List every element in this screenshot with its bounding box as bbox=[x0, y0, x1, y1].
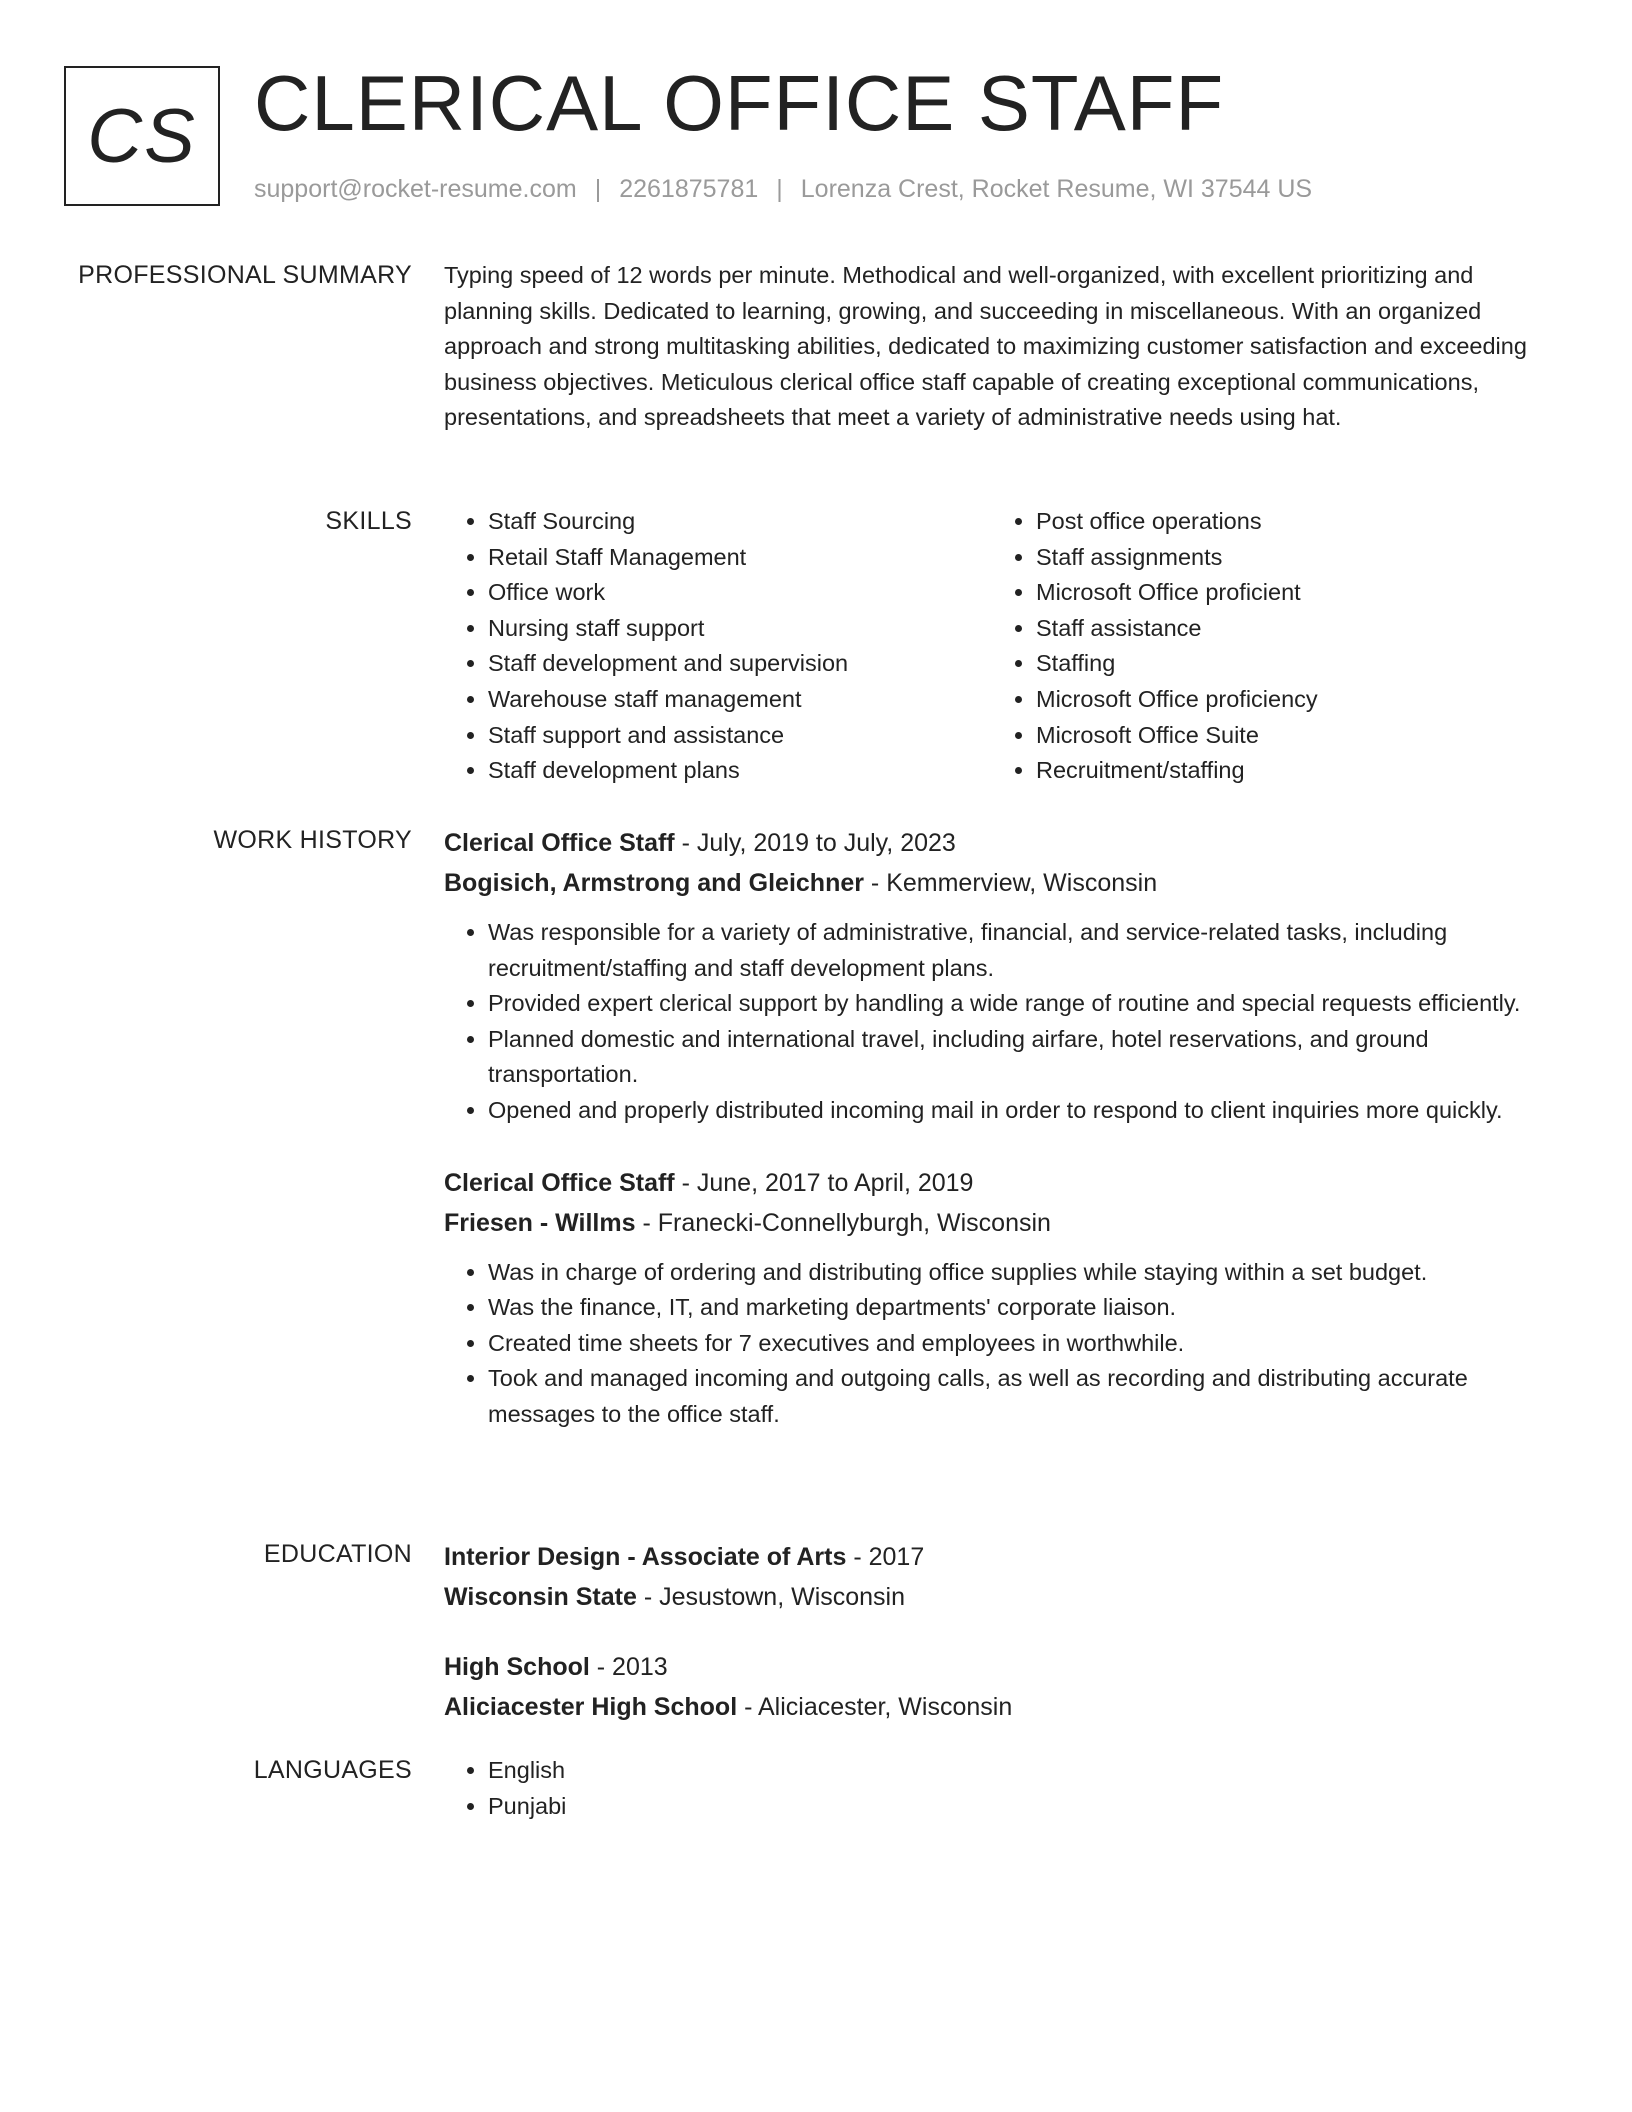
job-company: Bogisich, Armstrong and Gleichner bbox=[444, 869, 864, 897]
job-bullet: • Opened and properly distributed incoming mail in order to respond to client inquiries more quickly. bbox=[488, 1093, 1540, 1129]
skill-item: • Microsoft Office Suite bbox=[1036, 718, 1540, 754]
section-label-languages: LANGUAGES bbox=[253, 1756, 412, 1784]
job-bullets bbox=[444, 915, 1540, 1129]
education-school: Aliciacester High School bbox=[444, 1693, 738, 1721]
section-label-education: EDUCATION bbox=[263, 1540, 412, 1568]
language-item: • English bbox=[488, 1753, 1540, 1789]
skill-item: • Nursing staff support bbox=[488, 611, 992, 647]
job-location: - Franecki-Connellyburgh, Wisconsin bbox=[635, 1208, 1051, 1237]
skill-item: • Microsoft Office proficiency bbox=[1036, 682, 1540, 718]
phone-number: 2261875781 bbox=[619, 175, 759, 203]
education-year: - 2017 bbox=[846, 1543, 925, 1571]
page-title: CLERICAL OFFICE STAFF bbox=[254, 59, 1225, 147]
section-label-work: WORK HISTORY bbox=[213, 826, 412, 854]
separator: | bbox=[594, 175, 602, 203]
education-location: - Aliciacester, Wisconsin bbox=[737, 1693, 1013, 1721]
job-entry bbox=[444, 1163, 1540, 1433]
contact-line bbox=[254, 172, 1312, 206]
education-degree: High School bbox=[444, 1653, 590, 1681]
job-title: Clerical Office Staff bbox=[444, 829, 675, 857]
languages-list bbox=[444, 1753, 1540, 1824]
summary-text: Typing speed of 12 words per minute. Methodical and well-organized, with excellent prioritizing and planning skills. Dedicated to learning, growing, and succeeding in miscellaneous. With an organized approach and strong multitasking abilities, dedicated to maximizing customer satisfaction and exceeding business objectives. Meticulous clerical office staff capable of creating exceptional communications, presentations, and spreadsheets that meet a variety of administrative needs using hat. bbox=[444, 262, 1527, 431]
job-bullet: • Was the finance, IT, and marketing departments' corporate liaison. bbox=[488, 1290, 1540, 1326]
skill-item: • Retail Staff Management bbox=[488, 540, 992, 576]
job-entry bbox=[444, 823, 1540, 1129]
section-label-skills: SKILLS bbox=[325, 507, 412, 535]
education-entry bbox=[444, 1537, 1540, 1617]
job-location: - Kemmerview, Wisconsin bbox=[863, 869, 1158, 897]
monogram-logo: CS bbox=[64, 66, 220, 206]
education-location: - Jesustown, Wisconsin bbox=[636, 1583, 906, 1611]
skill-item: • Staff development and supervision bbox=[488, 646, 992, 682]
skill-item: • Staff support and assistance bbox=[488, 718, 992, 754]
education-entry bbox=[444, 1647, 1540, 1727]
skill-item: • Staff assistance bbox=[1036, 611, 1540, 647]
job-bullet: • Was in charge of ordering and distributing office supplies while staying within a set budget. bbox=[488, 1255, 1540, 1291]
job-dates: - July, 2019 to July, 2023 bbox=[674, 829, 956, 857]
skill-item: • Microsoft Office proficient bbox=[1036, 575, 1540, 611]
job-title: Clerical Office Staff bbox=[444, 1168, 675, 1197]
job-bullet: • Provided expert clerical support by handling a wide range of routine and special requests efficiently. bbox=[488, 986, 1540, 1022]
job-dates: - June, 2017 to April, 2019 bbox=[674, 1168, 974, 1197]
skill-item: • Staffing bbox=[1036, 646, 1540, 682]
job-bullet: • Created time sheets for 7 executives and employees in worthwhile. bbox=[488, 1326, 1540, 1362]
education-year: - 2013 bbox=[589, 1653, 668, 1681]
job-bullet: • Was responsible for a variety of administrative, financial, and service-related tasks, including recruitment/staffing and staff development plans. bbox=[488, 915, 1540, 986]
skill-item: • Staff Sourcing bbox=[488, 504, 992, 540]
skill-item: • Post office operations bbox=[1036, 504, 1540, 540]
job-bullets bbox=[444, 1255, 1540, 1433]
education-degree: Interior Design - Associate of Arts bbox=[444, 1543, 847, 1571]
skill-item: • Office work bbox=[488, 575, 992, 611]
section-label-summary: PROFESSIONAL SUMMARY bbox=[78, 261, 412, 289]
job-company: Friesen - Willms bbox=[444, 1208, 636, 1237]
education-school: Wisconsin State bbox=[444, 1583, 637, 1611]
skill-item: • Staff development plans bbox=[488, 753, 992, 789]
job-bullet: • Planned domestic and international travel, including airfare, hotel reservations, and ground transportation. bbox=[488, 1022, 1540, 1093]
address: Lorenza Crest, Rocket Resume, WI 37544 US bbox=[800, 175, 1313, 203]
language-item: • Punjabi bbox=[488, 1789, 1540, 1825]
skill-item: • Warehouse staff management bbox=[488, 682, 992, 718]
skill-item: • Recruitment/staffing bbox=[1036, 753, 1540, 789]
separator: | bbox=[776, 175, 783, 203]
skills-list-left bbox=[444, 504, 992, 789]
job-bullet: • Took and managed incoming and outgoing calls, as well as recording and distributing accurate messages to the office staff. bbox=[488, 1361, 1540, 1432]
skill-item: • Staff assignments bbox=[1036, 540, 1540, 576]
skills-list-right bbox=[992, 504, 1540, 789]
email-link[interactable]: support@rocket-resume.com bbox=[254, 175, 577, 203]
